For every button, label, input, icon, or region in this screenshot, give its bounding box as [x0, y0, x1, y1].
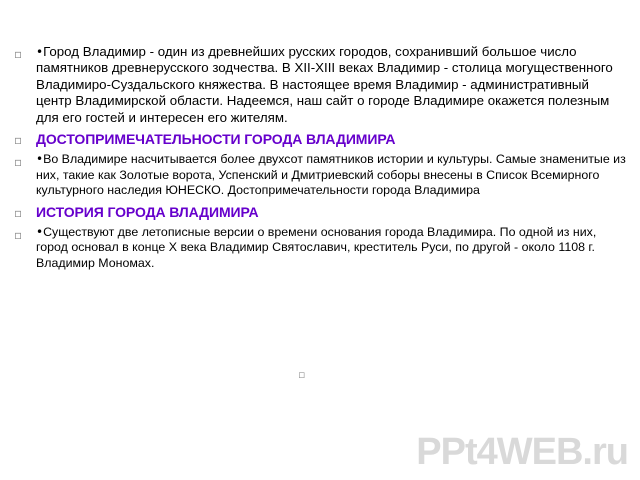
watermark-label: PPt4WEB.ru [416, 431, 628, 473]
slide-content [14, 44, 626, 275]
inline-bullet-icon: • [36, 224, 44, 239]
paragraph-text [36, 44, 626, 126]
inline-bullet-icon: • [36, 45, 44, 59]
paragraph-body: Город Владимир - один из древнейших русских городов, сохранивший большое число памятников древнерусского зодчества. В XII-XIII веках Владимир - столица могущественного Владимиро-Суздальского княжества. В настоящее время Владимир - административный центр Владимирской области. Надеемся, наш сайт о городе Владимире окажется полезным для его гостей и интересен его жителям. [36, 44, 613, 125]
list-item [14, 130, 626, 148]
bullet-marker-icon: ▫ [14, 155, 23, 170]
list-item [14, 44, 626, 126]
bullet-marker-icon: ▫ [14, 133, 23, 148]
section-heading: ДОСТОПРИМЕЧАТЕЛЬНОСТИ ГОРОДА ВЛАДИМИРА [36, 131, 396, 148]
bullet-marker-icon: ▫ [14, 47, 23, 61]
list-item [14, 152, 626, 199]
trailing-bullet-marker-icon: ▫ [298, 368, 306, 381]
paragraph-text [36, 152, 626, 199]
paragraph-body: Во Владимире насчитывается более двухсот памятников истории и культуры. Самые знаменитые из них, такие как Золотые ворота, Успенский и Дмитриевский соборы внесены в Список Всемирного культурного наследия ЮНЕСКО. Достопримечательности города Владимира [36, 152, 626, 198]
bullet-marker-icon: ▫ [14, 205, 23, 220]
bullet-marker-icon: ▫ [14, 227, 23, 242]
section-heading: ИСТОРИЯ ГОРОДА ВЛАДИМИРА [36, 203, 259, 220]
paragraph-body: Существуют две летописные версии о времени основания города Владимира. По одной из них, город основал в конце X века Владимир Святославич, креститель Руси, по другой - около 1108 г. Владимир Мономах. [36, 224, 597, 270]
paragraph-text [36, 225, 626, 272]
inline-bullet-icon: • [36, 152, 44, 167]
list-item [14, 203, 626, 221]
list-item [14, 225, 626, 272]
